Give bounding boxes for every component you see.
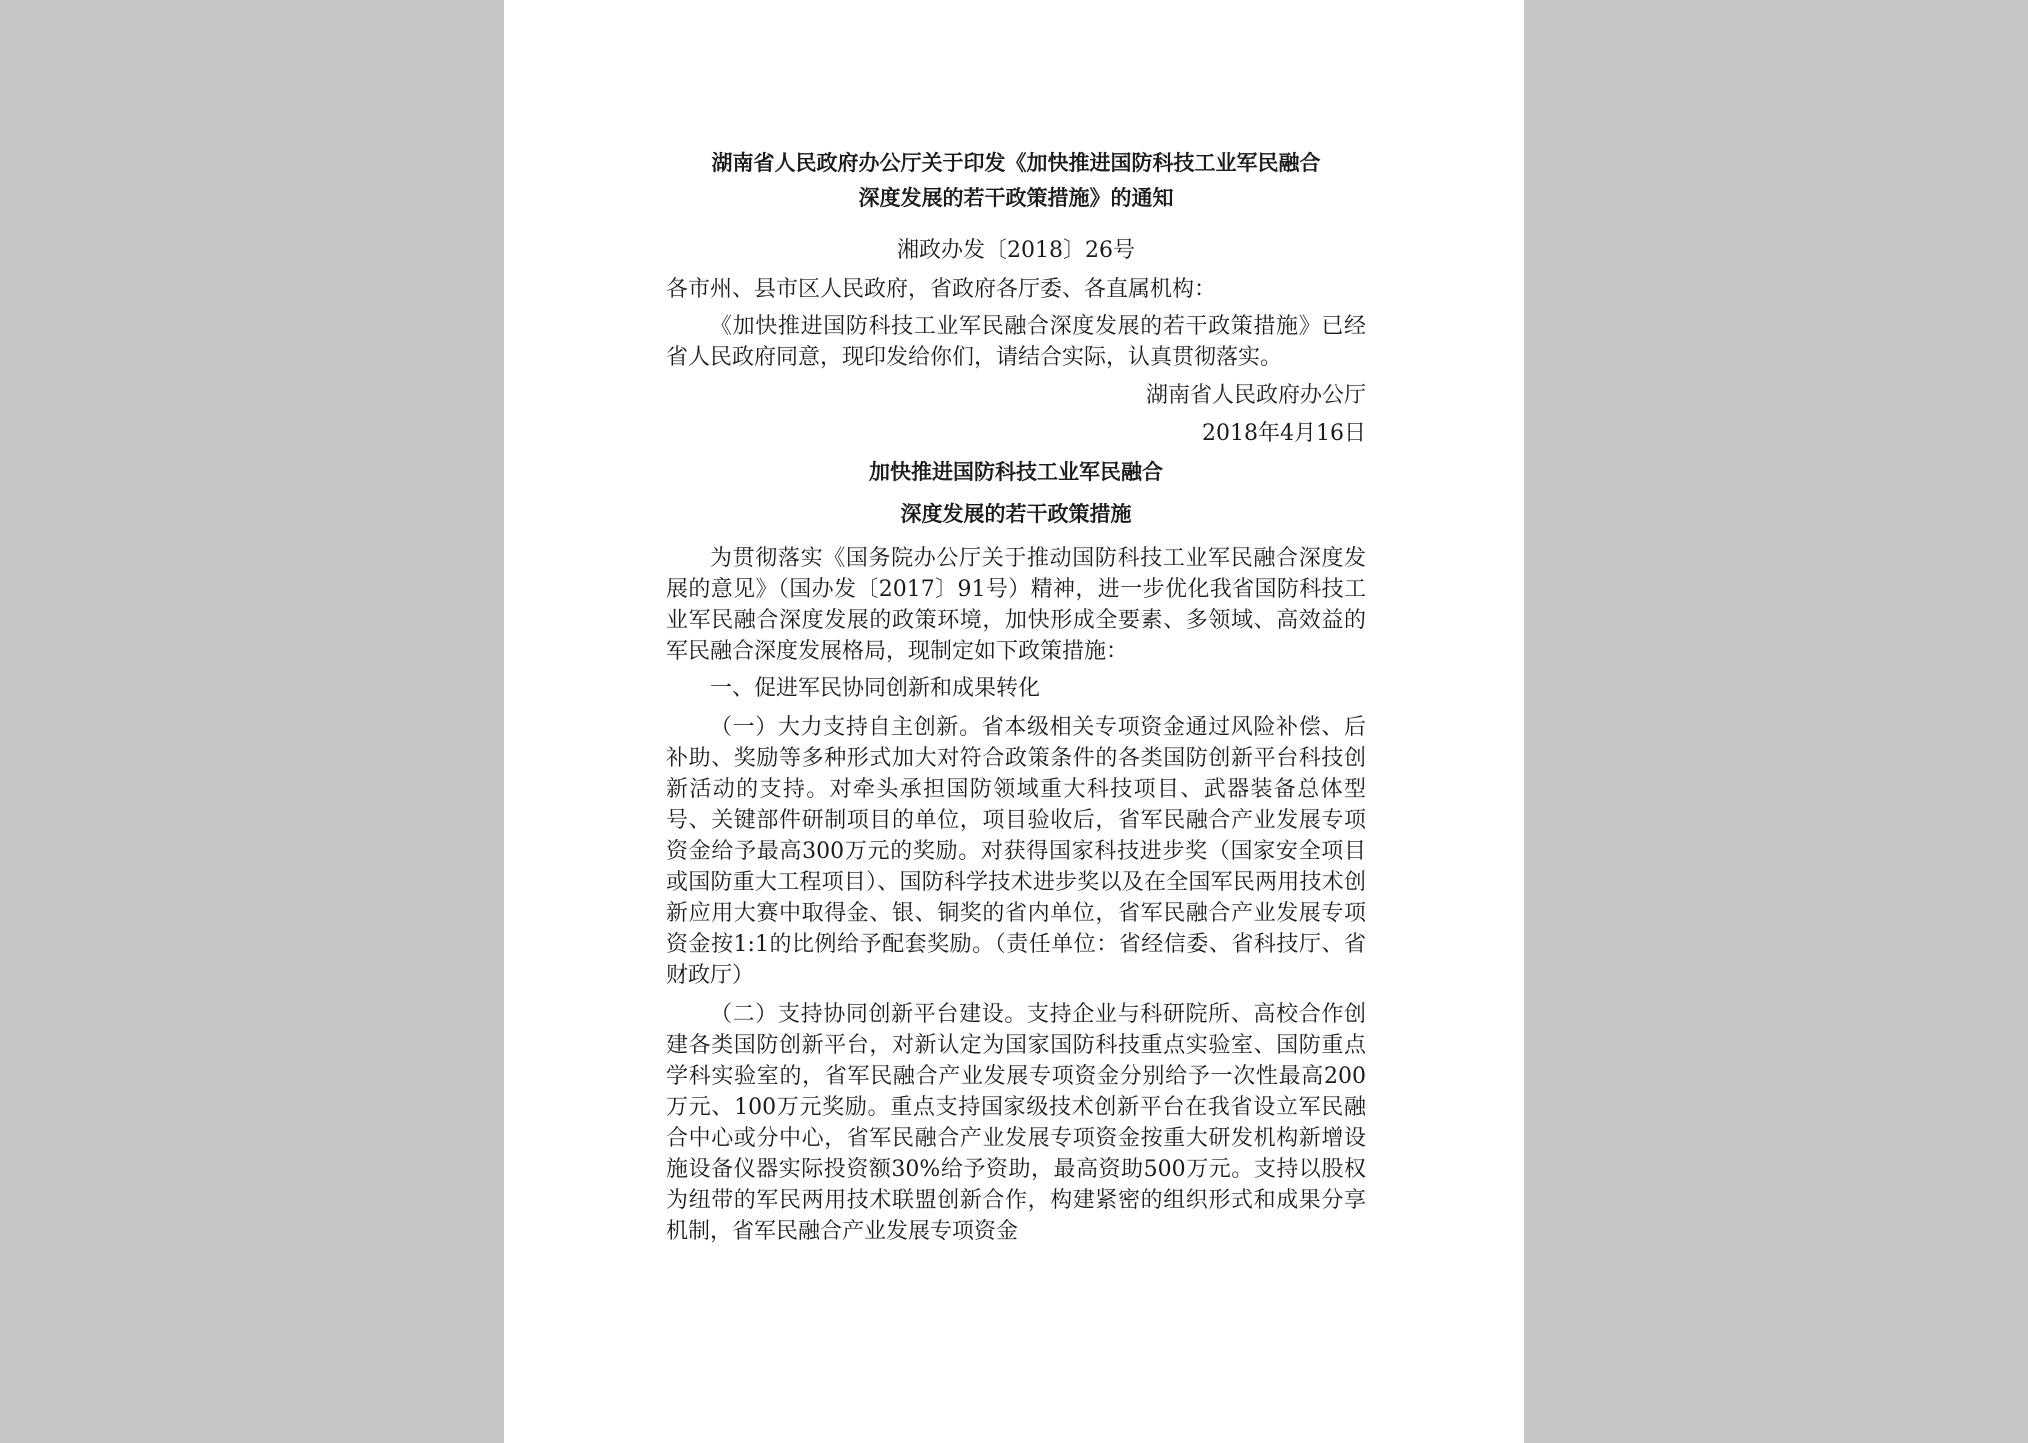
recipients: 各市州、县市区人民政府，省政府各厅委、各直属机构：: [666, 277, 1217, 302]
section-heading: 一、促进军民协同创新和成果转化: [710, 676, 1041, 701]
notice-title-line1: 湖南省人民政府办公厅关于印发《加快推进国防科技工业军民融合: [711, 151, 1321, 175]
measures-title-line1: 加快推进国防科技工业军民融合: [869, 460, 1163, 484]
notice-title-line2: 深度发展的若干政策措施》的通知: [858, 186, 1174, 210]
document-content: [666, 146, 1366, 1247]
measure-item-1: （一）大力支持自主创新。省本级相关专项资金通过风险补偿、后补助、奖励等多种形式加大对符合政策条件的各类国防创新平台科技创新活动的支持。对牵头承担国防领域重大科技项目、武器装备总体型号、关键部件研制项目的单位，项目验收后，省军民融合产业发展专项资金给予最高300万元的奖励。对获得国家科技进步奖（国家安全项目或国防重大工程项目）、国防科学技术进步奖以及在全国军民两用技术创新应用大赛中取得金、银、铜奖的省内单位，省军民融合产业发展专项资金按1:1的比例给予配套奖励。（责任单位：省经信委、省科技厅、省财政厅）: [666, 715, 1366, 988]
measure-item-2: （二）支持协同创新平台建设。支持企业与科研院所、高校合作创建各类国防创新平台，对新认定为国家国防科技重点实验室、国防重点学科实验室的，省军民融合产业发展专项资金分别给予一次性最高200万元、100万元奖励。重点支持国家级技术创新平台在我省设立军民融合中心或分中心，省军民融合产业发展专项资金按重大研发机构新增设施设备仪器实际投资额30%给予资助，最高资助500万元。支持以股权为纽带的军民两用技术联盟创新合作，构建紧密的组织形式和成果分享机制，省军民融合产业发展专项资金: [666, 1002, 1366, 1244]
measures-title-line2: 深度发展的若干政策措施: [900, 502, 1132, 526]
issuing-authority: 湖南省人民政府办公厅: [1145, 383, 1366, 408]
document-number: 湘政办发〔2018〕26号: [897, 238, 1135, 263]
issue-date: 2018年4月16日: [1202, 421, 1366, 446]
measures-preamble: 为贯彻落实《国务院办公厅关于推动国防科技工业军民融合深度发展的意见》（国办发〔2017〕91号）精神，进一步优化我省国防科技工业军民融合深度发展的政策环境，加快形成全要素、多领域、高效益的军民融合深度发展格局，现制定如下政策措施：: [666, 546, 1366, 664]
notice-body: 《加快推进国防科技工业军民融合深度发展的若干政策措施》已经省人民政府同意，现印发给你们，请结合实际，认真贯彻落实。: [666, 314, 1366, 370]
document-page: [504, 0, 1524, 1443]
